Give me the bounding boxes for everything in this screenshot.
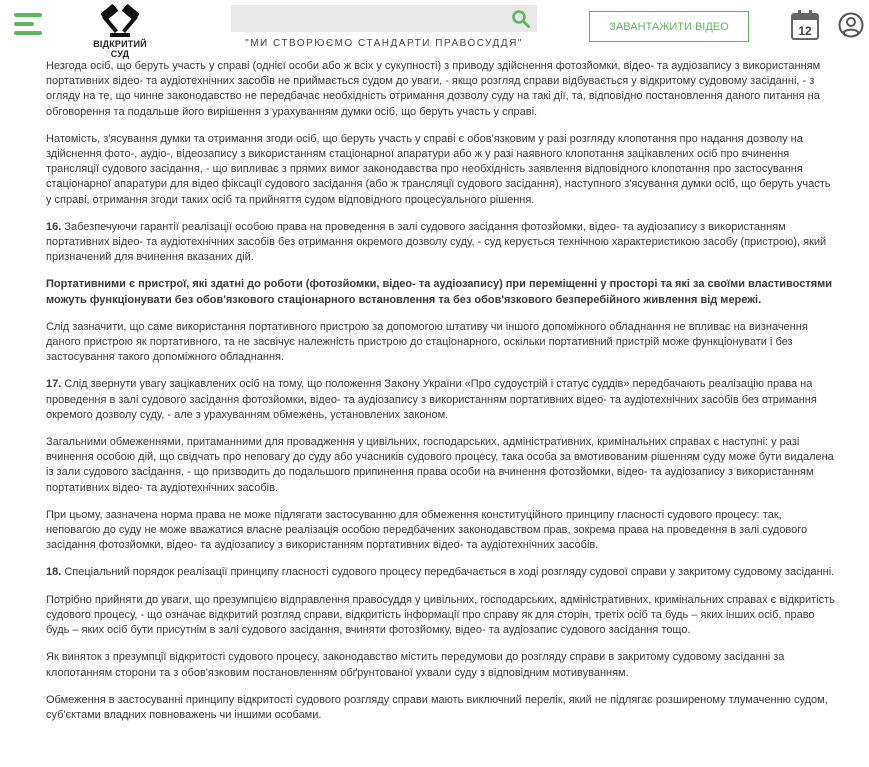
paragraph: Як виняток з презумпції відкритості судового процесу, законодавство містить передумови до розгляду справи в закритому судовому засіданні за клопотанням сторони та з обов'язковим постановленням обґрунтованої ухвали суду з відповідним мотивуванням. <box>46 651 785 679</box>
paragraph: При цьому, зазначена норма права не може підлягати застосуванню для обмеження конституційного принципу гласності судового процесу: так, неповагою до суду не може вважатися власне реалізація особою передбачених законодавством прав, зокрема права на проведення в залі судового засідання фотозйомки, відео- та аудіозапису з використанням портативних відео- та аудіотехнічних засобів. <box>46 508 808 552</box>
paragraph: Незгода осіб, що беруть участь у справі (однієї особи або ж всіх у сукупності) з приводу здійснення фотозйомки, відео- та аудіозапису з використанням портативних відео- та аудіотехнічних засобів не приймається судом до уваги, - якщо розгляд справи відбувається у відкритому судовому засіданні, - з огляду на те, що чинне законодавство не передбачає необхідність отримання дозволу суду на такі дії, та, відповідно постановлення даного питання на обговорення та подальше його вирішення з урахуванням думки осіб, що беруть участь у справі. <box>46 60 821 118</box>
logo-gavel-icon <box>97 2 143 38</box>
search-bar <box>231 5 537 32</box>
paragraph-bold: Портативними є пристрої, які здатні до роботи (фотозйомки, відео- та аудіозапису) при переміщенні у просторі та які за своїми властивостями можуть функціонувати без обов'язкового стаціонарного встановлення та без обов'язкового безперебійного живлення від мережі. <box>46 278 833 306</box>
calendar-icon[interactable] <box>790 9 820 41</box>
site-header <box>0 0 869 58</box>
paragraph-text: Слід звернути увагу зацікавлених осіб на тому, що положення Закону України «Про судоустрій і статус суддів» передбачають реалізацію права на проведення в залі судового засідання фотозйомки, відео- та аудіозапису з використанням портативних відео- та аудіотехнічних засобів без отримання окремого дозволу суду, - але з урахуванням обмежень, установлених законом. <box>46 378 817 421</box>
calendar-day: 12 <box>798 24 812 38</box>
search-icon[interactable] <box>511 9 531 29</box>
paragraph <box>46 377 836 423</box>
article-content <box>46 59 836 735</box>
paragraph-number: 17. <box>46 378 62 391</box>
site-slogan: "МИ СТВОРЮЄМО СТАНДАРТИ ПРАВОСУДДЯ" <box>245 38 523 49</box>
site-logo[interactable] <box>84 2 156 59</box>
paragraph-number: 16. <box>46 220 62 233</box>
paragraph: Загальними обмеженнями, притаманними для провадження у цивільних, господарських, адміністративних, кримінальних справах є наступні: у разі вчинення особою дій, що свідчать про неповагу до суду або учасників судового процесу, така особа за вмотивованим рішенням суду може бути видалена із зали судового засідання, - що призводить до подальшого припинення права особи на вчинення фотозйомки, відео- та аудіозапису з використанням портативних відео- та аудіотехнічних засобів. <box>46 436 834 494</box>
paragraph-text: Спеціальний порядок реалізації принципу гласності судового процесу передбачається в ході розгляду судової справи у закритому судовому засіданні. <box>61 566 835 579</box>
hamburger-menu-icon[interactable] <box>14 13 42 35</box>
paragraph-text: Забезпечуючи гарантії реалізації особою права на проведення в залі судового засідання фотозйомки, відео- та аудіозапису з використанням портативних відео- та аудіотехнічних засобів без отримання окремого дозволу суду, - суд керується технічною характеристикою засобу (пристрою), який призначений для вчинення вказаних дій. <box>46 220 827 264</box>
paragraph: Потрібно прийняти до уваги, що презумпцією відправлення правосуддя у цивільних, господарських, адміністративних, кримінальних справах є відкритість судового процесу, - що означає відкритий розгляд справи, відкритість інформації про справу як для сторін, третіх осіб та будь – яких інших осіб, право будь – яких осіб бути присутнім в залі судового засідання, вчиняти фотозйомку, відео- та аудіозапис судового засідання тощо. <box>46 593 835 637</box>
logo-text: ВІДКРИТИЙ СУД <box>93 39 147 59</box>
paragraph-number: 18. <box>46 566 62 579</box>
paragraph <box>46 220 836 266</box>
paragraph: Натомість, з'ясування думки та отримання згоди осіб, що беруть участь у справі є обов'язковим у разі розгляду клопотання про надання дозволу на здійснення фото-, аудіо-, відеозапису з використанням стаціонарної апаратури або ж у разі наявного клопотання зацікавлених осіб про вчинення трансляції судового засідання, - що випливає з прямих вимог законодавства про необхідність заявлення відповідного клопотання про застосування стаціонарної апаратури для відео фіксації судового засідання (або ж трансляції судового засідання), наступного з'ясування думки осіб, що беруть участь у справі, отримання згоди таких осіб та прийняття судом відповідного процесуального рішення. <box>46 132 831 206</box>
paragraph <box>46 565 836 580</box>
paragraph: Слід зазначити, що саме використання портативного пристрою за допомогою штативу чи іншого допоміжного обладнання не впливає на визначення даного пристрою як портативного, та не засвічує належність пристрою до стаціонарного, оскільки портативний пристрій може функціонувати і без застосування такого допоміжного обладнання. <box>46 320 808 364</box>
user-icon[interactable] <box>838 12 864 38</box>
paragraph: Обмеження в застосуванні принципу відкритості судового розгляду справи мають виключний перелік, який не підлягає розширеному тлумаченню судом, суб'єктами владних повноважень чи іншими особами. <box>46 693 828 721</box>
search-input[interactable] <box>231 5 501 32</box>
upload-video-button[interactable]: ЗАВАНТАЖИТИ ВІДЕО <box>589 11 749 42</box>
